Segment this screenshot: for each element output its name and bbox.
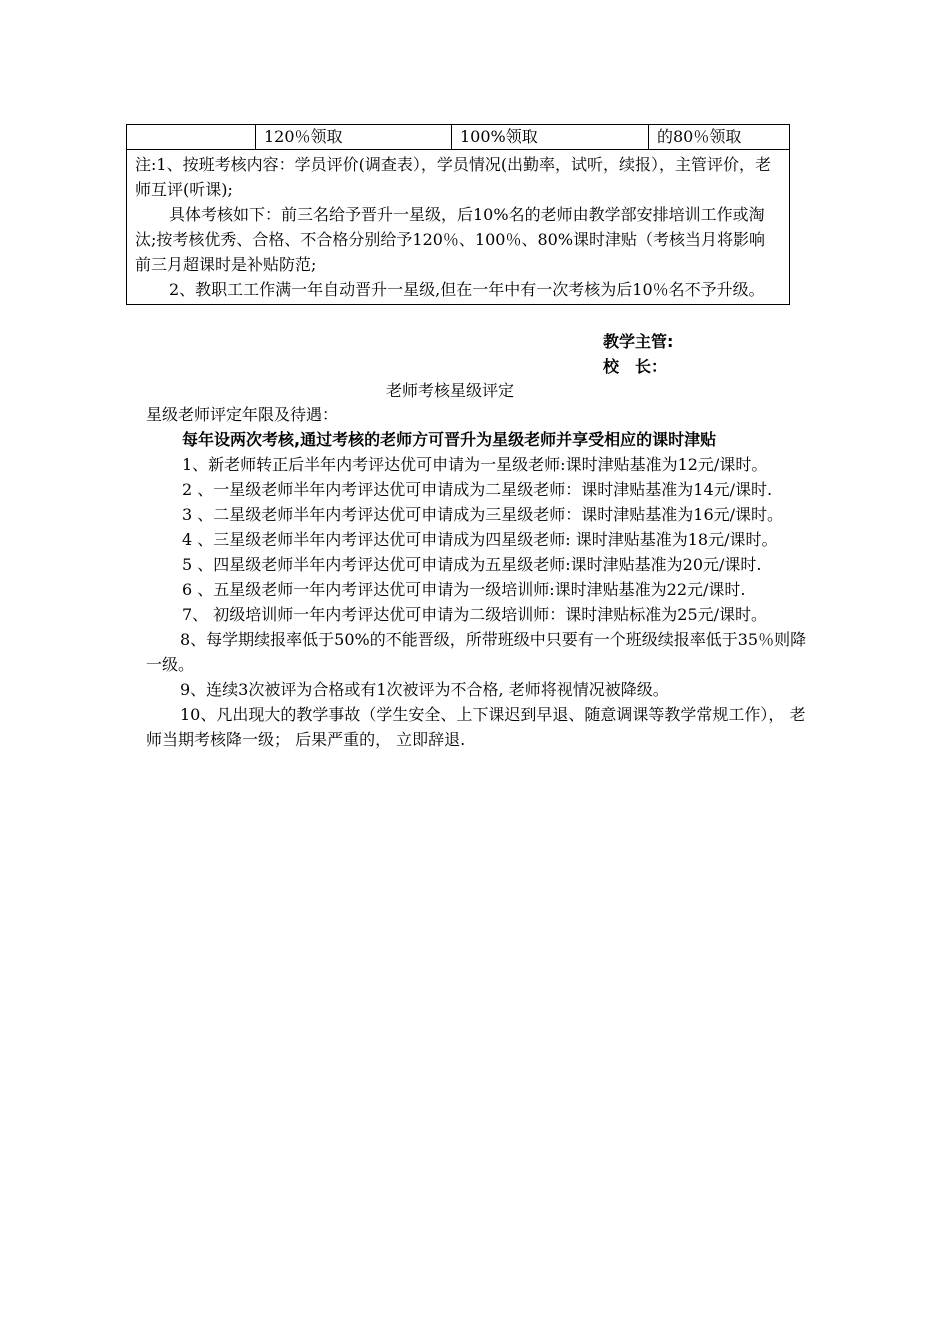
table-cell bbox=[127, 125, 256, 150]
document-body bbox=[146, 402, 808, 752]
signature-supervisor: 教学主管: bbox=[603, 332, 674, 351]
table-cell: 的80％领取 bbox=[649, 125, 790, 150]
rule-item: 8、每学期续报率低于50%的不能晋级，所带班级中只要有一个班级续报率低于35％则降一级。 bbox=[146, 630, 807, 674]
table-cell: 120％领取 bbox=[256, 125, 452, 150]
list-item: 7、 初级培训师一年内考评达优可申请为二级培训师：课时津贴标准为25元/课时。 bbox=[182, 605, 768, 624]
note-line: 注:1、按班考核内容：学员评价(调查表），学员情况(出勤率，试听，续报），主管评价，老师互评(听课); bbox=[135, 155, 772, 199]
intro-line: 星级老师评定年限及待遇： bbox=[146, 405, 339, 424]
table-row bbox=[127, 125, 790, 150]
note-line: 2、教职工工作满一年自动晋升一星级,但在一年中有一次考核为后10％名不予升级。 bbox=[169, 280, 765, 299]
rule-item: 10、凡出现大的教学事故（学生安全、上下课迟到早退、随意调课等教学常规工作）， 老师当期考核降一级； 后果严重的， 立即辞退. bbox=[146, 705, 806, 749]
list-item: 5 、四星级老师半年内考评达优可申请成为五星级老师:课时津贴基准为20元/课时. bbox=[182, 555, 762, 574]
table-note-row bbox=[127, 150, 790, 305]
rule-item: 9、连续3次被评为合格或有1次被评为不合格, 老师将视情况被降级。 bbox=[180, 680, 669, 699]
page-title: 老师考核星级评定 bbox=[385, 381, 514, 400]
list-item: 1、新老师转正后半年内考评达优可申请为一星级老师:课时津贴基准为12元/课时。 bbox=[182, 455, 768, 474]
assessment-table bbox=[126, 124, 790, 305]
list-item: 4 、三星级老师半年内考评达优可申请成为四星级老师: 课时津贴基准为18元/课时。 bbox=[182, 530, 778, 549]
table-note bbox=[127, 150, 790, 305]
list-item: 6 、五星级老师一年内考评达优可申请为一级培训师:课时津贴基准为22元/课时. bbox=[182, 580, 746, 599]
note-line: 具体考核如下：前三名给予晋升一星级，后10%名的老师由教学部安排培训工作或淘汰;按考核优秀、合格、不合格分别给予120％、100％、80%课时津贴（考核当月将影响前三月超课时是补贴防范; bbox=[135, 205, 766, 274]
signature-principal: 校 长： bbox=[603, 357, 668, 376]
list-item: 3 、二星级老师半年内考评达优可申请成为三星级老师：课时津贴基准为16元/课时。 bbox=[182, 505, 784, 524]
list-item: 2 、一星级老师半年内考评达优可申请成为二星级老师：课时津贴基准为14元/课时. bbox=[182, 480, 773, 499]
table-cell: 100%领取 bbox=[452, 125, 649, 150]
bold-note: 每年设两次考核,通过考核的老师方可晋升为星级老师并享受相应的课时津贴 bbox=[182, 430, 717, 449]
